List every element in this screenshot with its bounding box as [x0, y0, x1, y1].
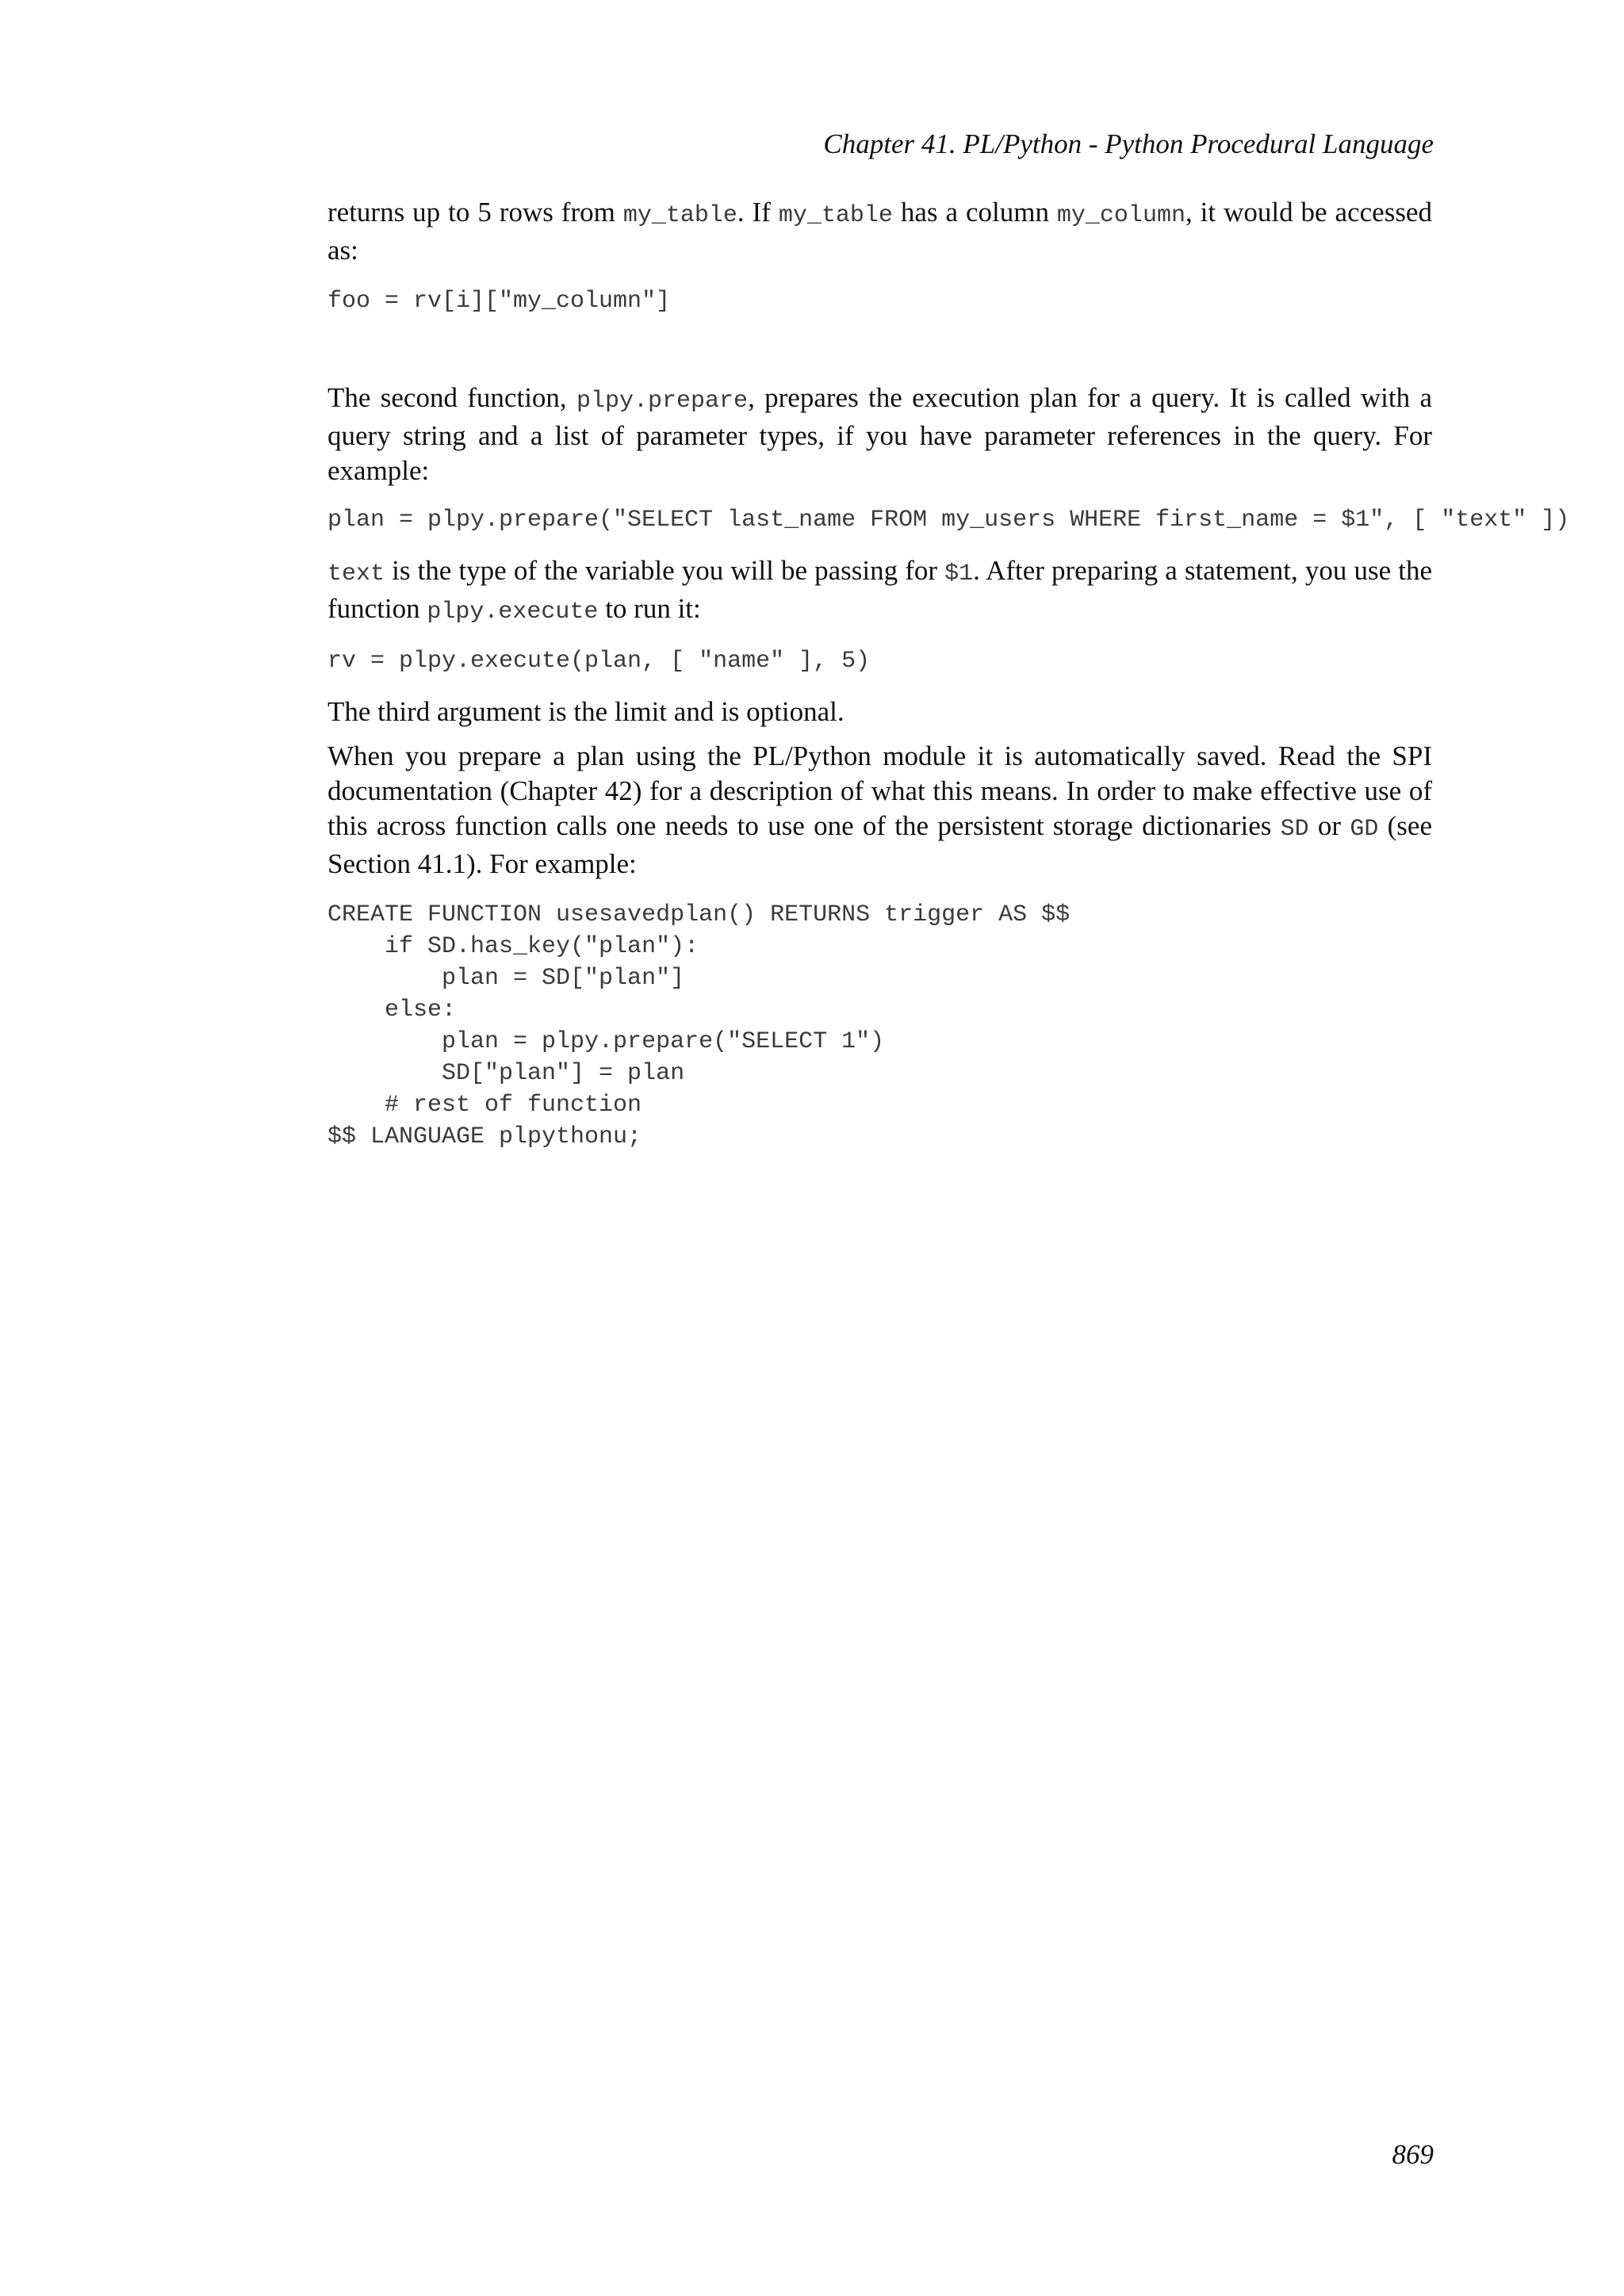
- inline-code-sd: SD: [1280, 816, 1309, 843]
- code-block-access-column: foo = rv[i]["my_column"]: [327, 288, 671, 315]
- paragraph-limit-optional: The third argument is the limit and is optional.: [327, 696, 845, 727]
- inline-code-plpy-execute: plpy.execute: [427, 599, 599, 626]
- inline-code-my-table: my_table: [622, 202, 737, 229]
- chapter-header: Chapter 41. PL/Python - Python Procedural Language: [823, 128, 1434, 159]
- paragraph-plpy-execute: text is the type of the variable you will be passing for $1. After preparing a statement, you use the function plpy.execute to run it:: [327, 555, 1433, 626]
- paragraph-rows-returned: returns up to 5 rows from my_table. If my_table has a column my_column, it would be accessed as:: [327, 197, 1432, 266]
- inline-code-text: text: [327, 561, 385, 587]
- inline-code-plpy-prepare: plpy.prepare: [576, 388, 749, 415]
- inline-code-my-table: my_table: [778, 202, 893, 229]
- inline-code-dollar-one: $1: [944, 561, 974, 587]
- code-block-execute: rv = plpy.execute(plan, [ "name" ], 5): [327, 648, 871, 675]
- inline-code-my-column: my_column: [1056, 202, 1185, 229]
- paragraph-plpy-prepare: The second function, plpy.prepare, prepares the execution plan for a query. It is called with a query string and a list of parameter types, if you have parameter references in the query. For example:: [327, 382, 1433, 486]
- page-content: [327, 195, 1570, 1153]
- code-block-usesavedplan: CREATE FUNCTION usesavedplan() RETURNS trigger AS $$ if SD.has_key("plan"): plan = SD["plan"] else: plan = plpy.prepare("SELECT 1") SD["plan"] = plan # rest of function $$ LANGUAGE plpythonu;: [327, 901, 1071, 1150]
- code-block-prepare: plan = plpy.prepare("SELECT last_name FROM my_users WHERE first_name = $1", [ "text" ]): [327, 507, 1570, 534]
- inline-code-gd: GD: [1350, 816, 1379, 843]
- paragraph-saved-plan: When you prepare a plan using the PL/Python module it is automatically saved. Read the SPI documentation (Chapter 42) for a description of what this means. In order to make effective use of this across function calls one needs to use one of the persistent storage dictionaries SD or GD (see Section 41.1). For example:: [327, 740, 1432, 879]
- page-number: 869: [1392, 2139, 1434, 2170]
